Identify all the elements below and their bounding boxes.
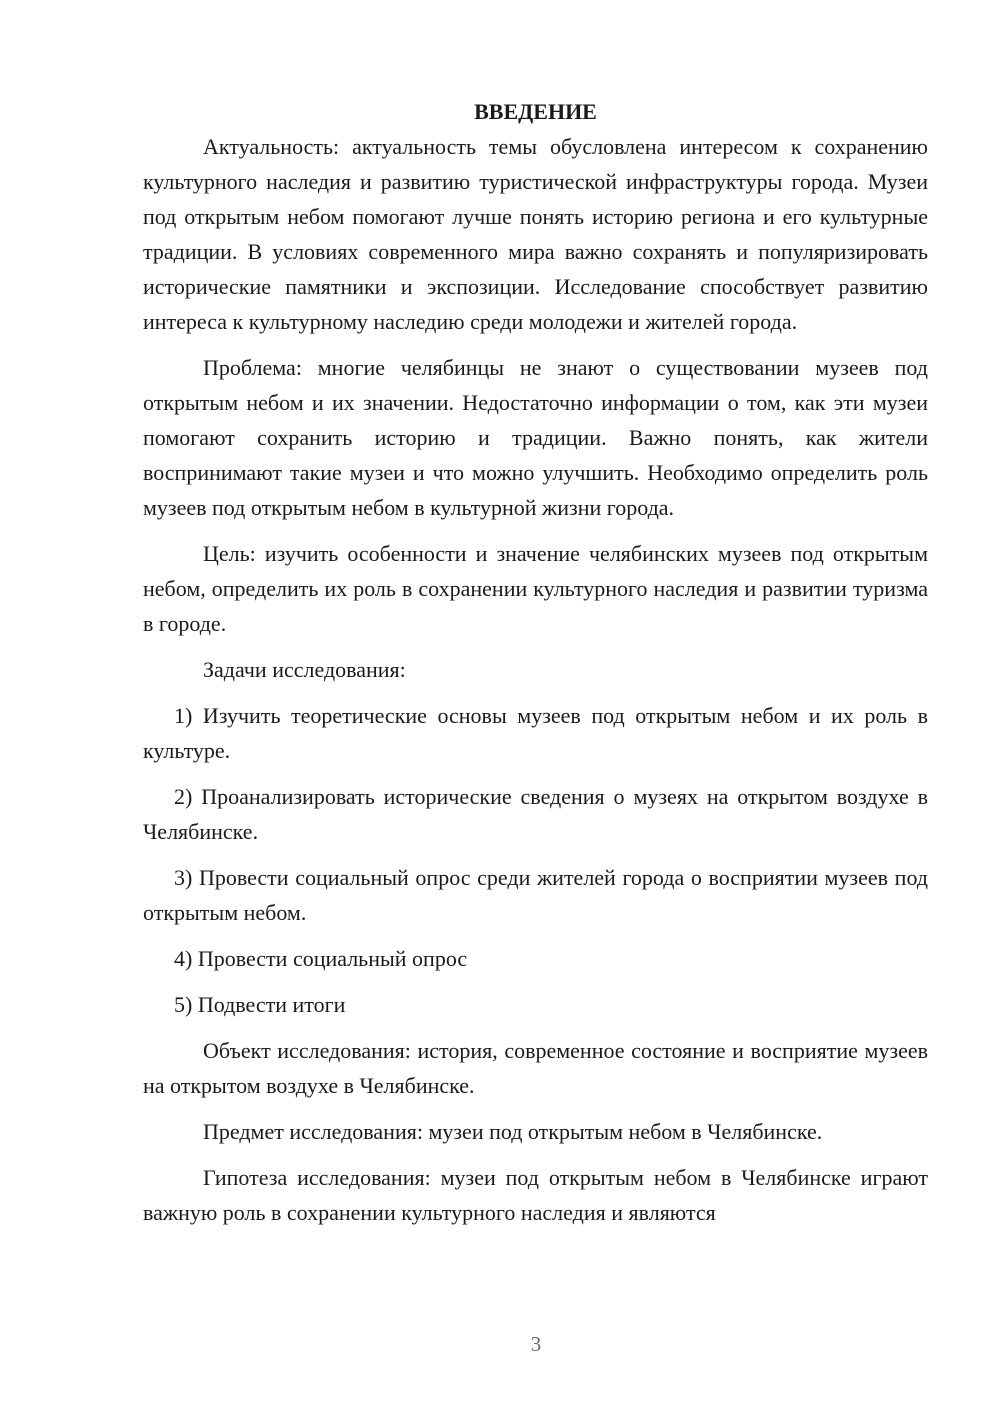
task-item-3: 3) Провести социальный опрос среди жителей города о восприятии музеев под открытым небом.	[143, 865, 928, 925]
task-item-5: 5) Подвести итоги	[174, 992, 346, 1017]
tasks-heading: Задачи исследования:	[203, 657, 406, 682]
paragraph-goal: Цель: изучить особенности и значение челябинских музеев под открытым небом, определить их роль в сохранении культурного наследия и развитии туризма в городе.	[143, 541, 928, 636]
page-title: ВВЕДЕНИЕ	[474, 99, 597, 124]
page-number: 3	[530, 1332, 542, 1356]
paragraph-object: Объект исследования: история, современное состояние и восприятие музеев на открытом воздухе в Челябинске.	[143, 1038, 928, 1098]
task-item-2: 2) Проанализировать исторические сведения о музеях на открытом воздухе в Челябинске.	[143, 784, 928, 844]
paragraph-relevance: Актуальность: актуальность темы обусловлена интересом к сохранению культурного наследия и развитию туристической инфраструктуры города. Музеи под открытым небом помогают лучше понять историю региона и его культурные традиции. В условиях современного мира важно сохранять и популяризировать исторические памятники и экспозиции. Исследование способствует развитию интереса к культурному наследию среди молодежи и жителей города.	[143, 134, 928, 334]
task-item-4: 4) Провести социальный опрос	[174, 946, 468, 971]
document-page	[143, 94, 928, 1230]
paragraph-hypothesis: Гипотеза исследования: музеи под открытым небом в Челябинске играют важную роль в сохранении культурного наследия и являются	[143, 1165, 928, 1225]
task-item-1: 1) Изучить теоретические основы музеев под открытым небом и их роль в культуре.	[143, 703, 928, 763]
paragraph-problem: Проблема: многие челябинцы не знают о существовании музеев под открытым небом и их значении. Недостаточно информации о том, как эти музеи помогают сохранить историю и традиции. Важно понять, как жители воспринимают такие музеи и что можно улучшить. Необходимо определить роль музеев под открытым небом в культурной жизни города.	[143, 355, 928, 520]
paragraph-subject: Предмет исследования: музеи под открытым небом в Челябинске.	[203, 1119, 823, 1144]
